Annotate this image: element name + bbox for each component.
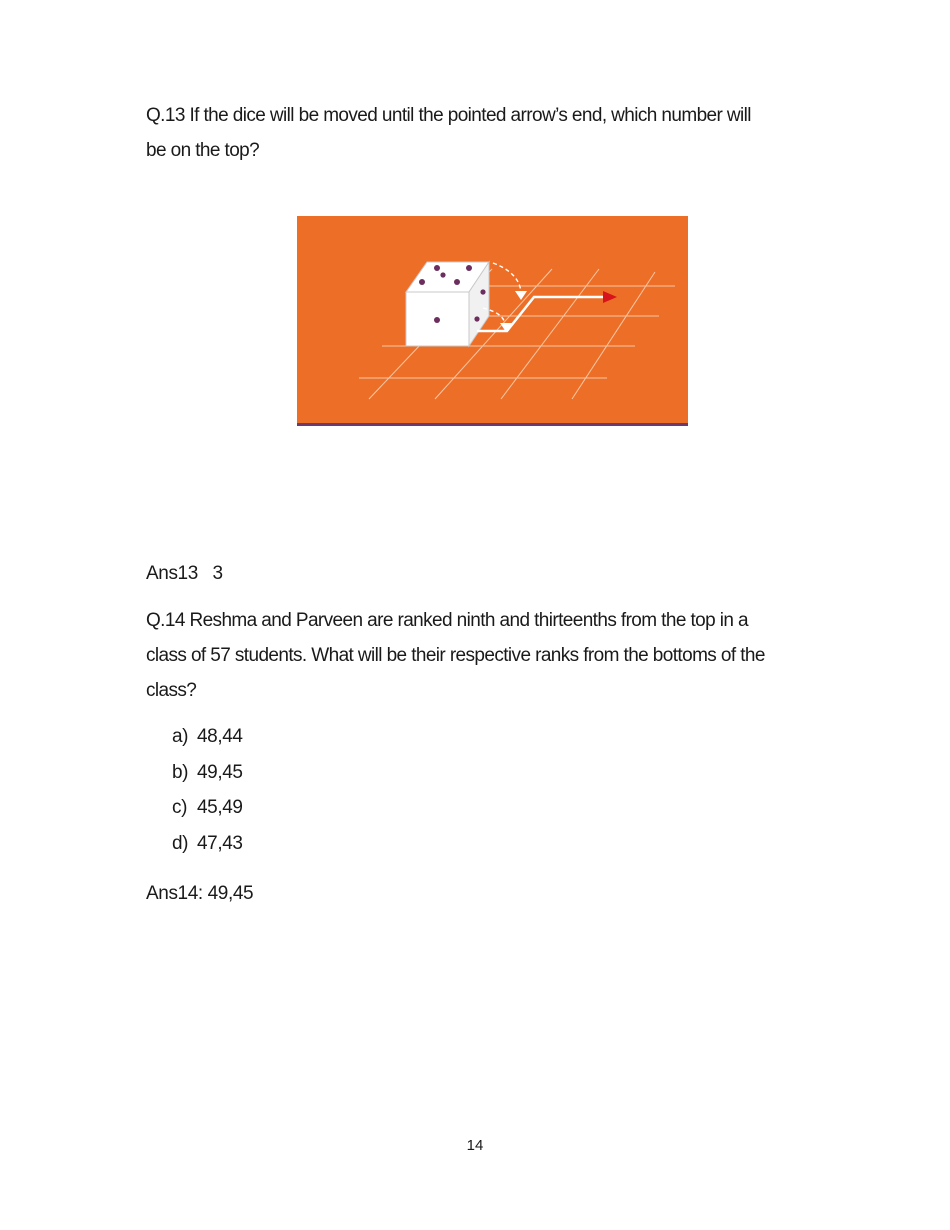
option-c-text: 45,49 — [197, 797, 243, 818]
option-d-text: 47,43 — [197, 832, 243, 854]
answer-13 — [146, 563, 223, 585]
question-13-line-2: be on the top? — [146, 140, 260, 161]
option-c — [172, 793, 243, 829]
option-a-text: 48,44 — [197, 726, 243, 747]
question-14-line-2: class of 57 students. What will be their respective ranks from the bottoms of the — [146, 645, 765, 666]
page-number: 14 — [466, 1137, 484, 1154]
question-14 — [146, 603, 806, 708]
figure-bottom-border — [297, 423, 688, 426]
dice-grid-svg — [297, 216, 688, 426]
option-a-letter: a) — [172, 726, 189, 747]
question-14-options — [172, 722, 243, 864]
question-14-line-1: Q.14 Reshma and Parveen are ranked ninth and thirteenths from the top in a — [146, 610, 748, 631]
answer-13-label: Ans13 — [146, 563, 198, 584]
dice-icon — [406, 262, 489, 346]
option-b-text: 49,45 — [197, 761, 243, 783]
question-13 — [146, 98, 806, 168]
option-d-letter: d) — [172, 832, 189, 854]
option-b-letter: b) — [172, 761, 189, 783]
answer-13-value: 3 — [212, 563, 223, 584]
question-13-line-1: Q.13 If the dice will be moved until the pointed arrow’s end, which number will — [146, 105, 751, 126]
answer-14: Ans14: 49,45 — [146, 883, 254, 904]
dice-on-grid-illustration — [297, 216, 688, 426]
option-b — [172, 758, 243, 794]
question-14-line-3: class? — [146, 680, 197, 701]
option-c-letter: c) — [172, 797, 188, 818]
figure-background — [297, 216, 688, 423]
option-d — [172, 829, 243, 865]
option-a — [172, 722, 243, 758]
